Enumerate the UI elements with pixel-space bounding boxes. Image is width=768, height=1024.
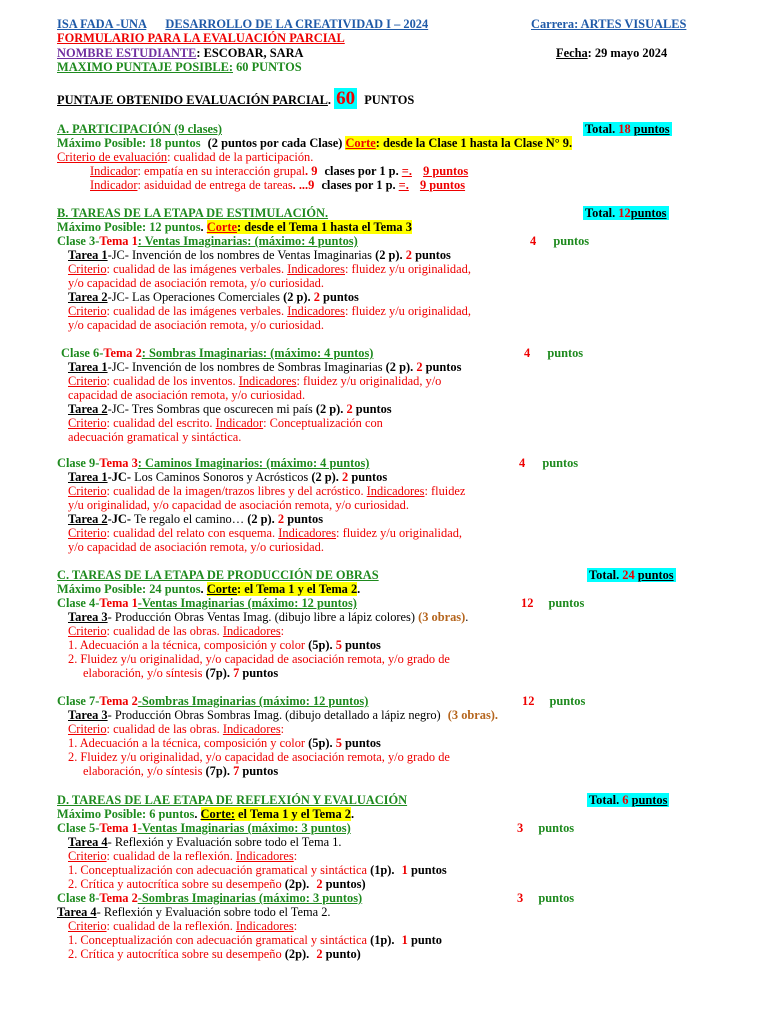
indicator-label: Indicador [215,416,264,430]
course-title: DESARROLLO DE LA CREATIVIDAD I – 2024 [165,17,429,31]
indicator-max: (7p). [205,764,230,778]
points-unit: puntos [542,456,579,470]
task-unit: puntos [425,360,462,374]
task-label: Tarea 1 [68,360,108,374]
c9-task-2 [68,512,323,526]
points-value: 12 [522,694,535,708]
indicators-label: Indicadores [235,919,294,933]
corte-text: : el Tema 1 y el Tema 2 [237,582,358,596]
section-d-heading: D. TAREAS DE LAE ETAPA DE REFLEXIÓN Y EVALUACIÓN [57,793,408,807]
corte-text: : desde la Clase 1 hasta la Clase N° 9. [375,136,573,150]
points-unit: puntos [549,694,586,708]
total-value: 24 [622,568,635,582]
indicators-text: : fluidez [424,484,466,498]
indicator-text: elaboración, y/o síntesis [83,764,203,778]
points-value: 12 [521,596,534,610]
obtained-label: PUNTAJE OBTENIDO EVALUACIÓN PARCIAL [57,93,328,107]
clase-text: : Sombras Imaginarias: (máximo: 4 puntos) [141,346,374,360]
clase-3-header [57,234,484,248]
tema-label: Tema 3 [99,456,138,470]
indicator-text: : Conceptualización con [263,416,383,430]
c4-indicator-1 [68,638,381,652]
indicators-text: : fluidez y/u originalidad, [344,262,471,276]
c8-task-4 [57,905,331,919]
criterion-text: : cualidad de la participación. [167,150,314,164]
criterion-text: : cualidad del relato con esquema. [106,526,276,540]
c7-criterion: Criterio: cualidad de las obras. Indicadores: [68,722,285,736]
c9-task-1 [68,470,387,484]
max-label: Máximo Posible: 6 puntos [57,807,195,821]
criterion-text: : cualidad de las obras. [106,624,220,638]
corte-text: el Tema 1 y el Tema 2 [234,807,351,821]
section-b-title [57,206,583,220]
c4-indicator-2: 2. Fluidez y/u originalidad, y/o capacidad de asociación remota, y/o grado de [68,652,450,666]
section-b-max: Máximo Posible: 12 puntos. Corte: desde el Tema 1 hasta el Tema 3 [57,220,412,234]
indicator-max: (1p). [370,933,395,947]
section-a-title [57,122,583,136]
date-value: : 29 mayo 2024 [587,46,668,60]
criterion-text: : cualidad de los inventos. [106,374,236,388]
max-label: Máximo Posible: 18 puntos [57,136,201,150]
section-c-title [57,568,587,582]
tema-label: Tema 2 [103,346,142,360]
total-unit: puntos [637,568,674,582]
clase-4-points [521,596,584,610]
total-value: 6 [622,793,629,807]
obtained-unit: PUNTOS [364,93,415,107]
c5-indicator-2 [68,877,366,891]
task-score: 2 [313,290,320,304]
indicator-unit: puntos) [325,877,366,891]
clase-label: Clase 7- [57,694,100,708]
indicator-score: 5 [335,736,342,750]
task-score: 2 [405,248,412,262]
indicator-score: 2 [316,877,323,891]
c6-task-1-criterion [68,374,441,388]
task-max: (2 p). [283,290,311,304]
c6-task-2-indicator-cont: adecuación gramatical y sintáctica. [68,430,242,444]
c8-criterion: Criterio: cualidad de la reflexión. Indicadores: [68,919,298,933]
criterion-text: : cualidad de las imágenes verbales. [106,304,285,318]
indicator-score: 7 [233,764,240,778]
indicator-eq: =. [401,164,412,178]
indicator-rate: clases por 1 p. [321,178,396,192]
clase-5-header [57,821,500,835]
total-value: 18 [618,122,631,136]
indicator-max: (5p). [308,736,333,750]
max-detail: (2 puntos por cada Clase) [207,136,343,150]
task-max: (2 p). [315,402,344,416]
clase-9-points [519,456,578,470]
student-name: : ESCOBAR, SARA [196,46,304,60]
section-a-heading: A. PARTICIPACIÓN (9 clases) [57,122,222,136]
indicators-label: Indicadores [235,849,294,863]
clase-text: : Ventas Imaginarias: (máximo: 4 puntos) [137,234,358,248]
clase-text: -Ventas Imaginarias (máximo: 12 puntos) [137,596,357,610]
section-b-heading: B. TAREAS DE LA ETAPA DE ESTIMULACIÓN. [57,206,329,220]
criterion-text: : cualidad de la reflexión. [106,919,233,933]
c3-task-1-indicators-cont: y/o capacidad de asociación remota, y/o curiosidad. [68,276,324,290]
c9-task-2-criterion [68,526,462,540]
task-label: Tarea 1 [68,470,108,484]
c4-task-3: Tarea 3- Producción Obras Ventas Imag. (dibujo libre a lápiz colores) (3 obras). [68,610,469,624]
total-label: Total. [585,206,616,220]
section-a-indicator-1 [90,164,468,178]
indicator-score: 2 [316,947,323,961]
indicator-unit: puntos [242,764,279,778]
indicator-text: : empatía en su interacción grupal [137,164,306,178]
c3-task-1-criterion [68,262,471,276]
criterion-text: : cualidad de las imágenes verbales. [106,262,285,276]
criterion-text: : cualidad de las obras. [106,722,220,736]
c9-task-1-criterion [68,484,465,498]
c5-task-4 [68,835,342,849]
max-score-value: 60 PUNTOS [233,60,302,74]
indicators-text: : fluidez y/u originalidad, [336,526,462,540]
obtained-value: 60 [336,88,356,109]
c6-task-2-criterion [68,416,383,430]
criterion-label: Criterio [68,526,107,540]
indicator-unit: punto [410,933,442,947]
section-d-title [57,793,587,807]
clase-6-header [61,346,496,360]
clase-7-header [57,694,500,708]
task-max: (2 p). [311,470,339,484]
clase-label: Clase 4- [57,596,100,610]
indicator-text: 1. Adecuación a la técnica, composición y color [68,638,306,652]
clase-8-header [57,891,500,905]
c8-indicator-2 [68,947,361,961]
task-text: Te regalo el camino… [131,512,245,526]
clase-3-points [530,234,589,248]
c9-task-1-indicators-cont: y/u originalidad, y/o capacidad de asociación remota, y/o curiosidad. [68,498,409,512]
section-c-heading: C. TAREAS DE LA ETAPA DE PRODUCCIÓN DE OBRAS [57,568,379,582]
c8-indicator-1 [68,933,442,947]
section-d-max: Máximo Posible: 6 puntos. Corte: el Tema 1 y el Tema 2. [57,807,355,821]
indicator-unit: puntos [345,638,381,652]
task-unit: puntos [287,512,324,526]
criterion-label: Criterio [68,416,107,430]
student-label: NOMBRE ESTUDIANTE [57,46,197,60]
date-row [556,46,667,60]
tema-label: Tema 1 [99,821,138,835]
indicator-max: (2p). [284,947,310,961]
indicator-label: Indicador [90,178,138,192]
clase-text: : Caminos Imaginarios: (máximo: 4 puntos) [137,456,370,470]
clase-6-points [524,346,583,360]
indicator-text: 1. Conceptualización con adecuación gramatical y sintáctica [68,933,367,947]
task-text: - Producción Obras Ventas Imag. (dibujo libre a lápiz colores) [107,610,415,624]
c9-task-2-indicators-cont: y/o capacidad de asociación remota, y/o curiosidad. [68,540,324,554]
task-label: Tarea 4 [68,835,108,849]
c4-indicator-2-cont [83,666,278,680]
clase-7-points [522,694,585,708]
criterion-label: Criterio [68,624,107,638]
c4-criterion: Criterio: cualidad de las obras. Indicadores: [68,624,285,638]
clase-text: -Ventas Imaginarias (máximo: 3 puntos) [137,821,351,835]
task-max: (2 p). [385,360,414,374]
tema-label: Tema 1 [99,596,138,610]
corte-label: Corte [206,220,238,234]
task-label: Tarea 2 [68,402,108,416]
points-value: 4 [524,346,531,360]
task-label: Tarea 2 [68,290,108,304]
indicator-text: elaboración, y/o síntesis [83,666,203,680]
criterion-label: Criterio [68,919,107,933]
corte-label: Corte [345,136,376,150]
indicator-score: 1 [401,863,408,877]
task-text: -JC- Invención de los nombres de Sombras Imaginarias [107,360,383,374]
task-label: Tarea 1 [68,248,108,262]
indicator-unit: puntos [410,863,447,877]
clase-label: Clase 5- [57,821,100,835]
clase-text: -Sombras Imaginarias (máximo: 3 puntos) [137,891,363,905]
indicators-text: : fluidez y/u originalidad, y/o [296,374,442,388]
obtained-row: PUNTAJE OBTENIDO EVALUACIÓN PARCIAL. 60 PUNTOS [57,88,415,109]
section-a-criterion [57,150,313,164]
criterion-label: Criterio [68,849,107,863]
section-b-total [583,206,669,220]
indicator-points: 9 puntos [423,164,469,178]
criterion-text: : cualidad de la reflexión. [106,849,233,863]
indicators-label: Indicadores [287,304,345,318]
indicator-points: 9 puntos [419,178,466,192]
c6-task-1 [68,360,461,374]
points-value: 3 [517,891,524,905]
task-code: -JC- [107,512,131,526]
indicator-max: (7p). [205,666,230,680]
indicator-label: Indicador [90,164,138,178]
task-text: - Producción Obras Sombras Imag. (dibujo detallado a lápiz negro) [107,708,441,722]
indicator-unit: puntos [345,736,381,750]
criterion-label: Criterio [68,484,107,498]
indicator-count: . ...9 [292,178,315,192]
total-value: 12 [618,206,631,220]
indicators-label: Indicadores [222,624,281,638]
total-unit: puntos [631,793,668,807]
clase-5-points [517,821,574,835]
task-text: -JC- Tres Sombras que oscurecen mi país [107,402,313,416]
task-text: - Reflexión y Evaluación sobre todo el Tema 1. [107,835,342,849]
corte-label: Corte [206,582,238,596]
task-score: 2 [277,512,285,526]
c3-task-2-indicators-cont: y/o capacidad de asociación remota, y/o curiosidad. [68,318,324,332]
indicator-unit: punto) [325,947,361,961]
total-label: Total. [589,793,620,807]
task-unit: puntos [355,402,392,416]
total-unit: puntos [633,122,670,136]
points-value: 4 [519,456,526,470]
clase-9-header [57,456,492,470]
max-score-row [57,60,302,74]
task-score: 2 [342,470,349,484]
section-a-max [57,136,572,150]
total-label: Total. [589,568,620,582]
task-text: -JC- Las Operaciones Comerciales [107,290,280,304]
indicator-max: (1p). [370,863,395,877]
c6-task-1-indicators-cont: capacidad de asociación remota, y/o curiosidad. [68,388,306,402]
max-label: Máximo Posible: 24 puntos [57,582,201,596]
c7-indicator-1 [68,736,381,750]
total-label: Total. [585,122,616,136]
career: Carrera: ARTES VISUALES [531,17,687,31]
task-max: (2 p). [375,248,403,262]
task-unit: puntos [351,470,388,484]
criterion-label: Criterio [68,262,107,276]
indicator-count: . 9 [305,164,318,178]
indicator-max: (2p). [284,877,310,891]
task-unit: puntos [415,248,451,262]
indicator-score: 1 [401,933,408,947]
tema-label: Tema 2 [99,694,138,708]
total-unit: puntos [630,206,667,220]
c7-indicator-2-cont [83,764,278,778]
section-c-max: Máximo Posible: 24 puntos. Corte: el Tema 1 y el Tema 2. [57,582,361,596]
task-label: Tarea 4 [57,905,97,919]
indicator-text: 1. Conceptualización con adecuación gramatical y sintáctica [68,863,367,877]
criterion-label: Criterio de evaluación [57,150,168,164]
task-code: -JC- [107,470,131,484]
points-value: 3 [517,821,524,835]
task-label: Tarea 3 [68,708,108,722]
clase-4-header [57,596,504,610]
indicator-text: 2. Crítica y autocrítica sobre su desempeño [68,877,282,891]
clase-label: Clase 3- [57,234,100,248]
points-unit: puntos [553,234,590,248]
header-line [57,17,428,31]
c7-task-3 [68,708,498,722]
indicator-text: : asiduidad de entrega de tareas [137,178,293,192]
c6-task-2 [68,402,392,416]
clase-text: -Sombras Imaginarias (máximo: 12 puntos) [137,694,369,708]
criterion-label: Criterio [68,722,107,736]
section-c-total [587,568,676,582]
max-score-label: MAXIMO PUNTAJE POSIBLE: [57,60,233,74]
corte-text: : desde el Tema 1 hasta el Tema 3 [237,220,412,234]
indicators-label: Indicadores [287,262,345,276]
section-a-indicator-2 [90,178,465,192]
section-a-total [583,122,672,136]
task-works: (3 obras). [447,708,499,722]
c5-criterion: Criterio: cualidad de la reflexión. Indicadores: [68,849,298,863]
c3-task-2-criterion [68,304,471,318]
criterion-label: Criterio [68,304,107,318]
corte-label: Corte: [200,807,235,821]
task-text: -JC- Invención de los nombres de Ventas Imaginarias [107,248,372,262]
indicator-text: 2. Crítica y autocrítica sobre su desempeño [68,947,282,961]
task-label: Tarea 3 [68,610,108,624]
indicators-label: Indicadores [238,374,297,388]
criterion-text: : cualidad del escrito. [106,416,213,430]
indicators-label: Indicadores [278,526,337,540]
task-score: 2 [416,360,423,374]
section-d-total [587,793,669,807]
indicator-text: 1. Adecuación a la técnica, composición y color [68,736,306,750]
clase-label: Clase 6- [61,346,104,360]
task-works: (3 obras) [418,610,466,624]
c3-task-2 [68,290,359,304]
clase-8-points [517,891,574,905]
indicator-max: (5p). [308,638,333,652]
points-unit: puntos [538,891,575,905]
c5-indicator-1 [68,863,447,877]
task-max: (2 p). [247,512,275,526]
criterion-text: : cualidad de la imagen/trazos libres y del acróstico. [106,484,364,498]
date-label: Fecha [556,46,588,60]
tema-label: Tema 1 [99,234,138,248]
task-score: 2 [346,402,353,416]
indicators-label: Indicadores [222,722,281,736]
task-unit: puntos [323,290,359,304]
task-text: - Reflexión y Evaluación sobre todo el Tema 2. [96,905,331,919]
tema-label: Tema 2 [99,891,138,905]
points-unit: puntos [538,821,575,835]
indicators-label: Indicadores [366,484,425,498]
form-title: FORMULARIO PARA LA EVALUACIÓN PARCIAL [57,31,345,45]
c7-indicator-2: 2. Fluidez y/u originalidad, y/o capacidad de asociación remota, y/o grado de [68,750,450,764]
task-label: Tarea 2 [68,512,108,526]
indicator-eq: =. [398,178,409,192]
max-label: Máximo Posible: 12 puntos [57,220,201,234]
indicator-rate: clases por 1 p. [324,164,399,178]
indicator-score: 7 [233,666,240,680]
student-row [57,46,303,60]
clase-label: Clase 8- [57,891,100,905]
indicators-text: : fluidez y/u originalidad, [344,304,471,318]
c3-task-1 [68,248,451,262]
indicator-score: 5 [335,638,342,652]
points-unit: puntos [548,596,585,610]
criterion-label: Criterio [68,374,107,388]
points-unit: puntos [547,346,584,360]
indicator-unit: puntos [242,666,279,680]
points-value: 4 [530,234,537,248]
clase-label: Clase 9- [57,456,100,470]
institution: ISA FADA -UNA [57,17,147,31]
task-text: Los Caminos Sonoros y Acrósticos [131,470,309,484]
